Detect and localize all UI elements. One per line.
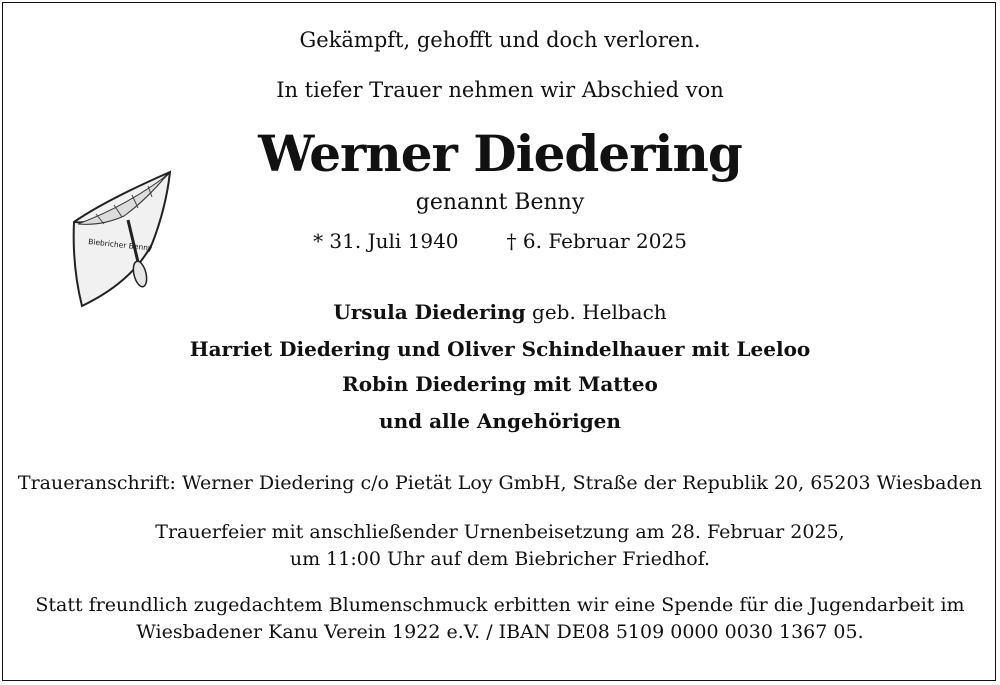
boat-label: Biebricher Benny [87,237,153,253]
canoe-illustration [66,170,176,310]
ceremony-line-2: um 11:00 Uhr auf dem Biebricher Friedhof. [289,548,711,570]
birth-date: * 31. Juli 1940 [313,229,459,253]
family-line-1 [0,300,1000,324]
nickname: genannt Benny [415,190,585,215]
death-date: † 6. Februar 2025 [506,229,687,253]
donation-line-1: Statt freundlich zugedachtem Blumenschmuck erbitten wir eine Spende für die Jugendarbeit im [35,594,965,616]
ceremony-line-1: Trauerfeier mit anschließender Urnenbeisetzung am 28. Februar 2025, [155,521,845,543]
deceased-name: Werner Diedering [258,124,742,183]
widow-name: Ursula Diedering [333,300,526,324]
mourning-address: Traueranschrift: Werner Diedering c/o Pietät Loy GmbH, Straße der Republik 20, 65203 Wiesbaden [17,472,983,494]
family-line-4: und alle Angehörigen [379,409,621,433]
family-line-3: Robin Diedering mit Matteo [342,372,658,396]
intro-text: In tiefer Trauer nehmen wir Abschied von [276,78,724,102]
widow-maiden-name: geb. Helbach [532,300,667,324]
family-line-2: Harriet Diedering und Oliver Schindelhauer mit Leeloo [189,337,811,361]
donation-line-2: Wiesbadener Kanu Verein 1922 e.V. / IBAN DE08 5109 0000 0030 1367 05. [136,621,864,643]
motto: Gekämpft, gehofft und doch verloren. [299,28,701,52]
